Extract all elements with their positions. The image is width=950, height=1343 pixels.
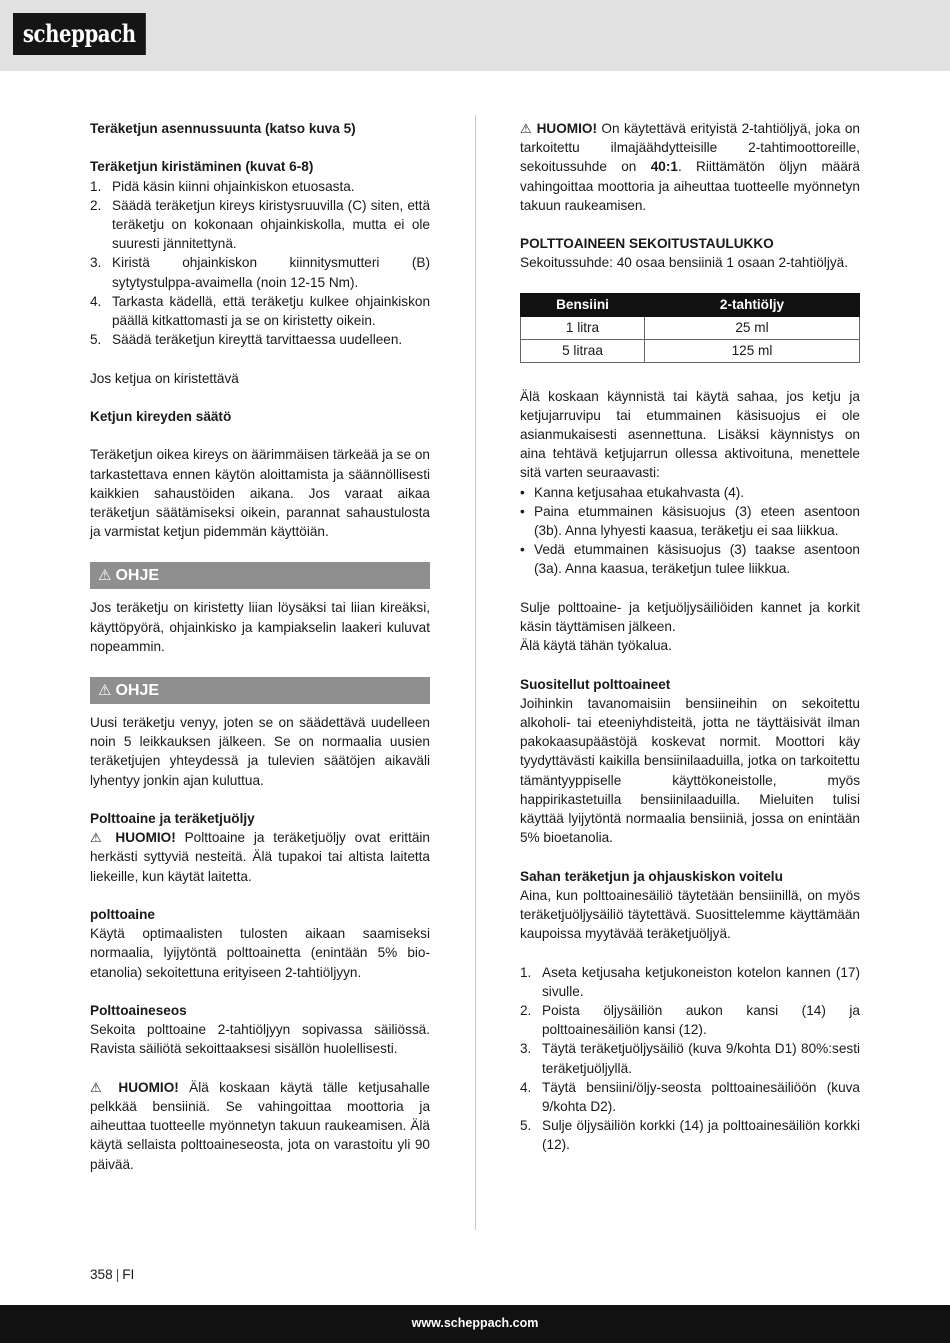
warning-triangle-icon: ⚠	[98, 567, 112, 585]
page-number: 358	[90, 1267, 113, 1282]
language-code: FI	[122, 1267, 135, 1282]
tension-note: Jos ketjua on kiristettävä	[90, 370, 239, 386]
column-divider	[475, 115, 476, 1230]
table-row	[521, 339, 860, 362]
section-heading-tension-adjust: Ketjun kireyden säätö	[90, 409, 232, 424]
notice-box: ⚠ OHJE	[90, 677, 430, 704]
table-cell: 1 litra	[521, 316, 645, 339]
list-item: 5. Säädä teräketjun kireyttä tarvittaessa uudelleen.	[90, 332, 403, 348]
table-header-row	[521, 293, 860, 316]
fuel-mix-table	[520, 293, 860, 363]
list-item: 3. Kiristä ohjainkiskon kiinnitysmutteri (B) sytytystulppa-avaimella (noin 12-15 Nm).	[90, 255, 430, 290]
fuel-text: Käytä optimaalisten tulosten aikaan saamiseksi normaalia, lyijytöntä polttoainetta (enintään 5% bio-etanolia) sekoitettuna erityiseen 2-tahtiöljyyn.	[90, 926, 430, 980]
section-heading-chain-tension: Teräketjun kiristäminen (kuvat 6-8)	[90, 159, 314, 175]
page-footer: 358 | FI	[90, 1267, 135, 1282]
fuel-mix-warning: ⚠ HUOMIO! Älä koskaan käytä tälle ketjusahalle pelkkää bensiiniä. Se vahingoittaa moottoria ja aiheuttaa tuotteelle myönnetyn takuun raukeamisen. Älä käytä sellaista polttoaineseosta, jota on varastoitu yli 90 päivää.	[90, 1079, 430, 1172]
header-bar	[0, 0, 950, 71]
notice-box: ⚠ OHJE	[90, 562, 430, 589]
lubrication-text: Aina, kun polttoainesäiliö täytetään bensiinillä, on myös teräketjuöljysäiliö täytettävä. Suosittelemme käyttämään kaupoissa myytävää teräketjuöljyä.	[520, 887, 860, 942]
list-item: 4. Täytä bensiini/öljy-seosta polttoainesäiliöön (kuva 9/kohta D2).	[520, 1079, 860, 1115]
lubrication-steps-list	[520, 963, 860, 1155]
section-heading-lubrication: Sahan teräketjun ja ohjauskiskon voitelu	[520, 868, 783, 884]
start-bullets-list	[520, 483, 860, 579]
table-header-cell: 2-tahtiöljy	[645, 293, 860, 316]
list-item: 1. Pidä käsin kiinni ohjainkiskon etuosasta.	[90, 178, 355, 194]
table-row	[521, 316, 860, 339]
website-link[interactable]: www.scheppach.com	[411, 1316, 539, 1330]
list-item: 4. Tarkasta kädellä, että teräketju kulkee ohjainkiskon päällä kitkattomasti ja se on kiristetty oikein.	[90, 293, 430, 329]
warning-triangle-icon: ⚠	[90, 1079, 119, 1095]
footer-bar	[0, 1305, 950, 1343]
section-heading-chain-direction: Teräketjun asennussuunta (katso kuva 5)	[90, 121, 356, 136]
brand-logo: scheppach	[13, 13, 145, 55]
fuel-mix-text: Sekoita polttoaine 2-tahtiöljyyn sopivassa säiliössä. Ravista säiliötä sekoittaaksesi sisällön huolellisesti.	[90, 1022, 430, 1057]
list-item: • Vedä etummainen käsisuojus (3) taakse asentoon (3a). Anna kaasua, teräketjun tulee liikkua.	[520, 542, 860, 577]
left-column	[90, 119, 430, 1174]
recommended-fuels-text: Joihinkin tavanomaisiin bensiineihin on sekoitettu alkoholi- tai eteeniyhdisteitä, jotta ne täyttäisivät ilman pakokaasupäästöjä koskevat normit. Moottori käy tyydyttävästi kaikilla bensiinilaaduilla, jotka on tarkoitettu tämäntyyppiselle käyttökoneistolle, myös happirikastetuilla bensiinilaaduilla. Mieluiten tulisi käyttää lyijytöntä normaalia bensiiniä, jossa on enintään 5% bioetanolia.	[520, 695, 860, 846]
tension-adjust-text: Teräketjun oikea kireys on äärimmäisen tärkeää ja se on tarkastettava ennen käytön aloittamista ja säännöllisesti kaikkien sahaustöiden aikana. Jos varaat aikaa teräketjun säätämiseksi oikein, parannat sahaustulosta ja varmistat ketjun pidemmän käyttöiän.	[90, 447, 430, 540]
table-cell: 5 litraa	[521, 339, 645, 362]
list-item: • Paina etummainen käsisuojus (3) eteen asentoon (3b). Anna lyhyesti kaasua, teräketju ei saa liikkua.	[520, 503, 860, 539]
notice-text: Jos teräketju on kiristetty liian löysäksi tai liian kireäksi, käyttöpyörä, ohjainkisko ja kampiakselin laakeri kuluvat nopeammin.	[90, 600, 430, 654]
no-tool-text: Älä käytä tähän työkalua.	[520, 638, 672, 654]
warning-triangle-icon: ⚠	[98, 682, 112, 700]
table-header-cell: Bensiini	[521, 293, 645, 316]
list-item: 2. Poista öljysäiliön aukon kansi (14) ja polttoainesäiliön kansi (12).	[520, 1003, 860, 1038]
list-item: 1. Aseta ketjusaha ketjukoneiston kotelon kannen (17) sivulle.	[520, 964, 860, 999]
mix-ratio-text: Sekoitussuhde: 40 osaa bensiiniä 1 osaan 2-tahtiöljyä.	[520, 255, 848, 271]
section-heading-mix-table: POLTTOAINEEN SEKOITUSTAULUKKO	[520, 236, 774, 252]
section-heading-fuel: polttoaine	[90, 907, 155, 923]
section-heading-fuel-oil: Polttoaine ja teräketjuöljy	[90, 811, 255, 827]
tension-steps-list	[90, 177, 430, 350]
list-item: 3. Täytä teräketjuöljysäiliö (kuva 9/kohta D1) 80%:sesti teräketjuöljyllä.	[520, 1041, 860, 1076]
oil-warning: ⚠ HUOMIO! On käytettävä erityistä 2-tahtiöljyä, joka on tarkoitettu ilmajäähdytteisille 2-tahtimoottoreille, sekoitussuhde on 40:1. Riittämätön öljyn määrä vahingoittaa moottoria ja aiheuttaa tuotteelle myönnetyn takuun raukeamisen.	[520, 121, 860, 213]
warning-triangle-icon: ⚠	[520, 121, 537, 136]
close-caps-text: Sulje polttoaine- ja ketjuöljysäiliöiden kannet ja korkit käsin täyttämisen jälkeen.	[520, 599, 860, 635]
section-heading-fuel-mix: Polttoaineseos	[90, 1003, 187, 1019]
table-cell: 125 ml	[645, 339, 860, 362]
warning-triangle-icon: ⚠	[90, 830, 116, 846]
table-cell: 25 ml	[645, 316, 860, 339]
list-item: 2. Säädä teräketjun kireys kiristysruuvilla (C) siten, että teräketju on kokonaan ohjainkiskolla, mutta ei ole suuresti jännitettynä.	[90, 197, 430, 252]
start-instructions: Älä koskaan käynnistä tai käytä sahaa, jos ketju ja ketjujarruvipu tai etummainen käsisuojus ei ole asianmukaisesti asennettuna. Lisäksi käynnistys on aina tehtävä ketjujarrun ollessa aktivoituna, menettele sitä varten seuraavasti:	[520, 388, 860, 481]
right-column	[520, 119, 860, 1155]
list-item: • Kanna ketjusahaa etukahvasta (4).	[520, 484, 745, 500]
list-item: 5. Sulje öljysäiliön korkki (14) ja polttoainesäiliön korkki (12).	[520, 1118, 860, 1153]
notice-text: Uusi teräketju venyy, joten se on säädettävä uudelleen noin 5 leikkauksen jälkeen. Se on normaalia uusien teräketjujen yhteydessä ja tulevien säätöjen aikaväli lyhentyy jonkin ajan kuluttua.	[90, 715, 430, 788]
fuel-oil-warning: ⚠ HUOMIO! Polttoaine ja teräketjuöljy ovat erittäin herkästi syttyviä nesteitä. Älä tupakoi tai altista laitetta liekeille, kun käytät laitetta.	[90, 830, 430, 884]
section-heading-recommended-fuels: Suositellut polttoaineet	[520, 676, 671, 692]
